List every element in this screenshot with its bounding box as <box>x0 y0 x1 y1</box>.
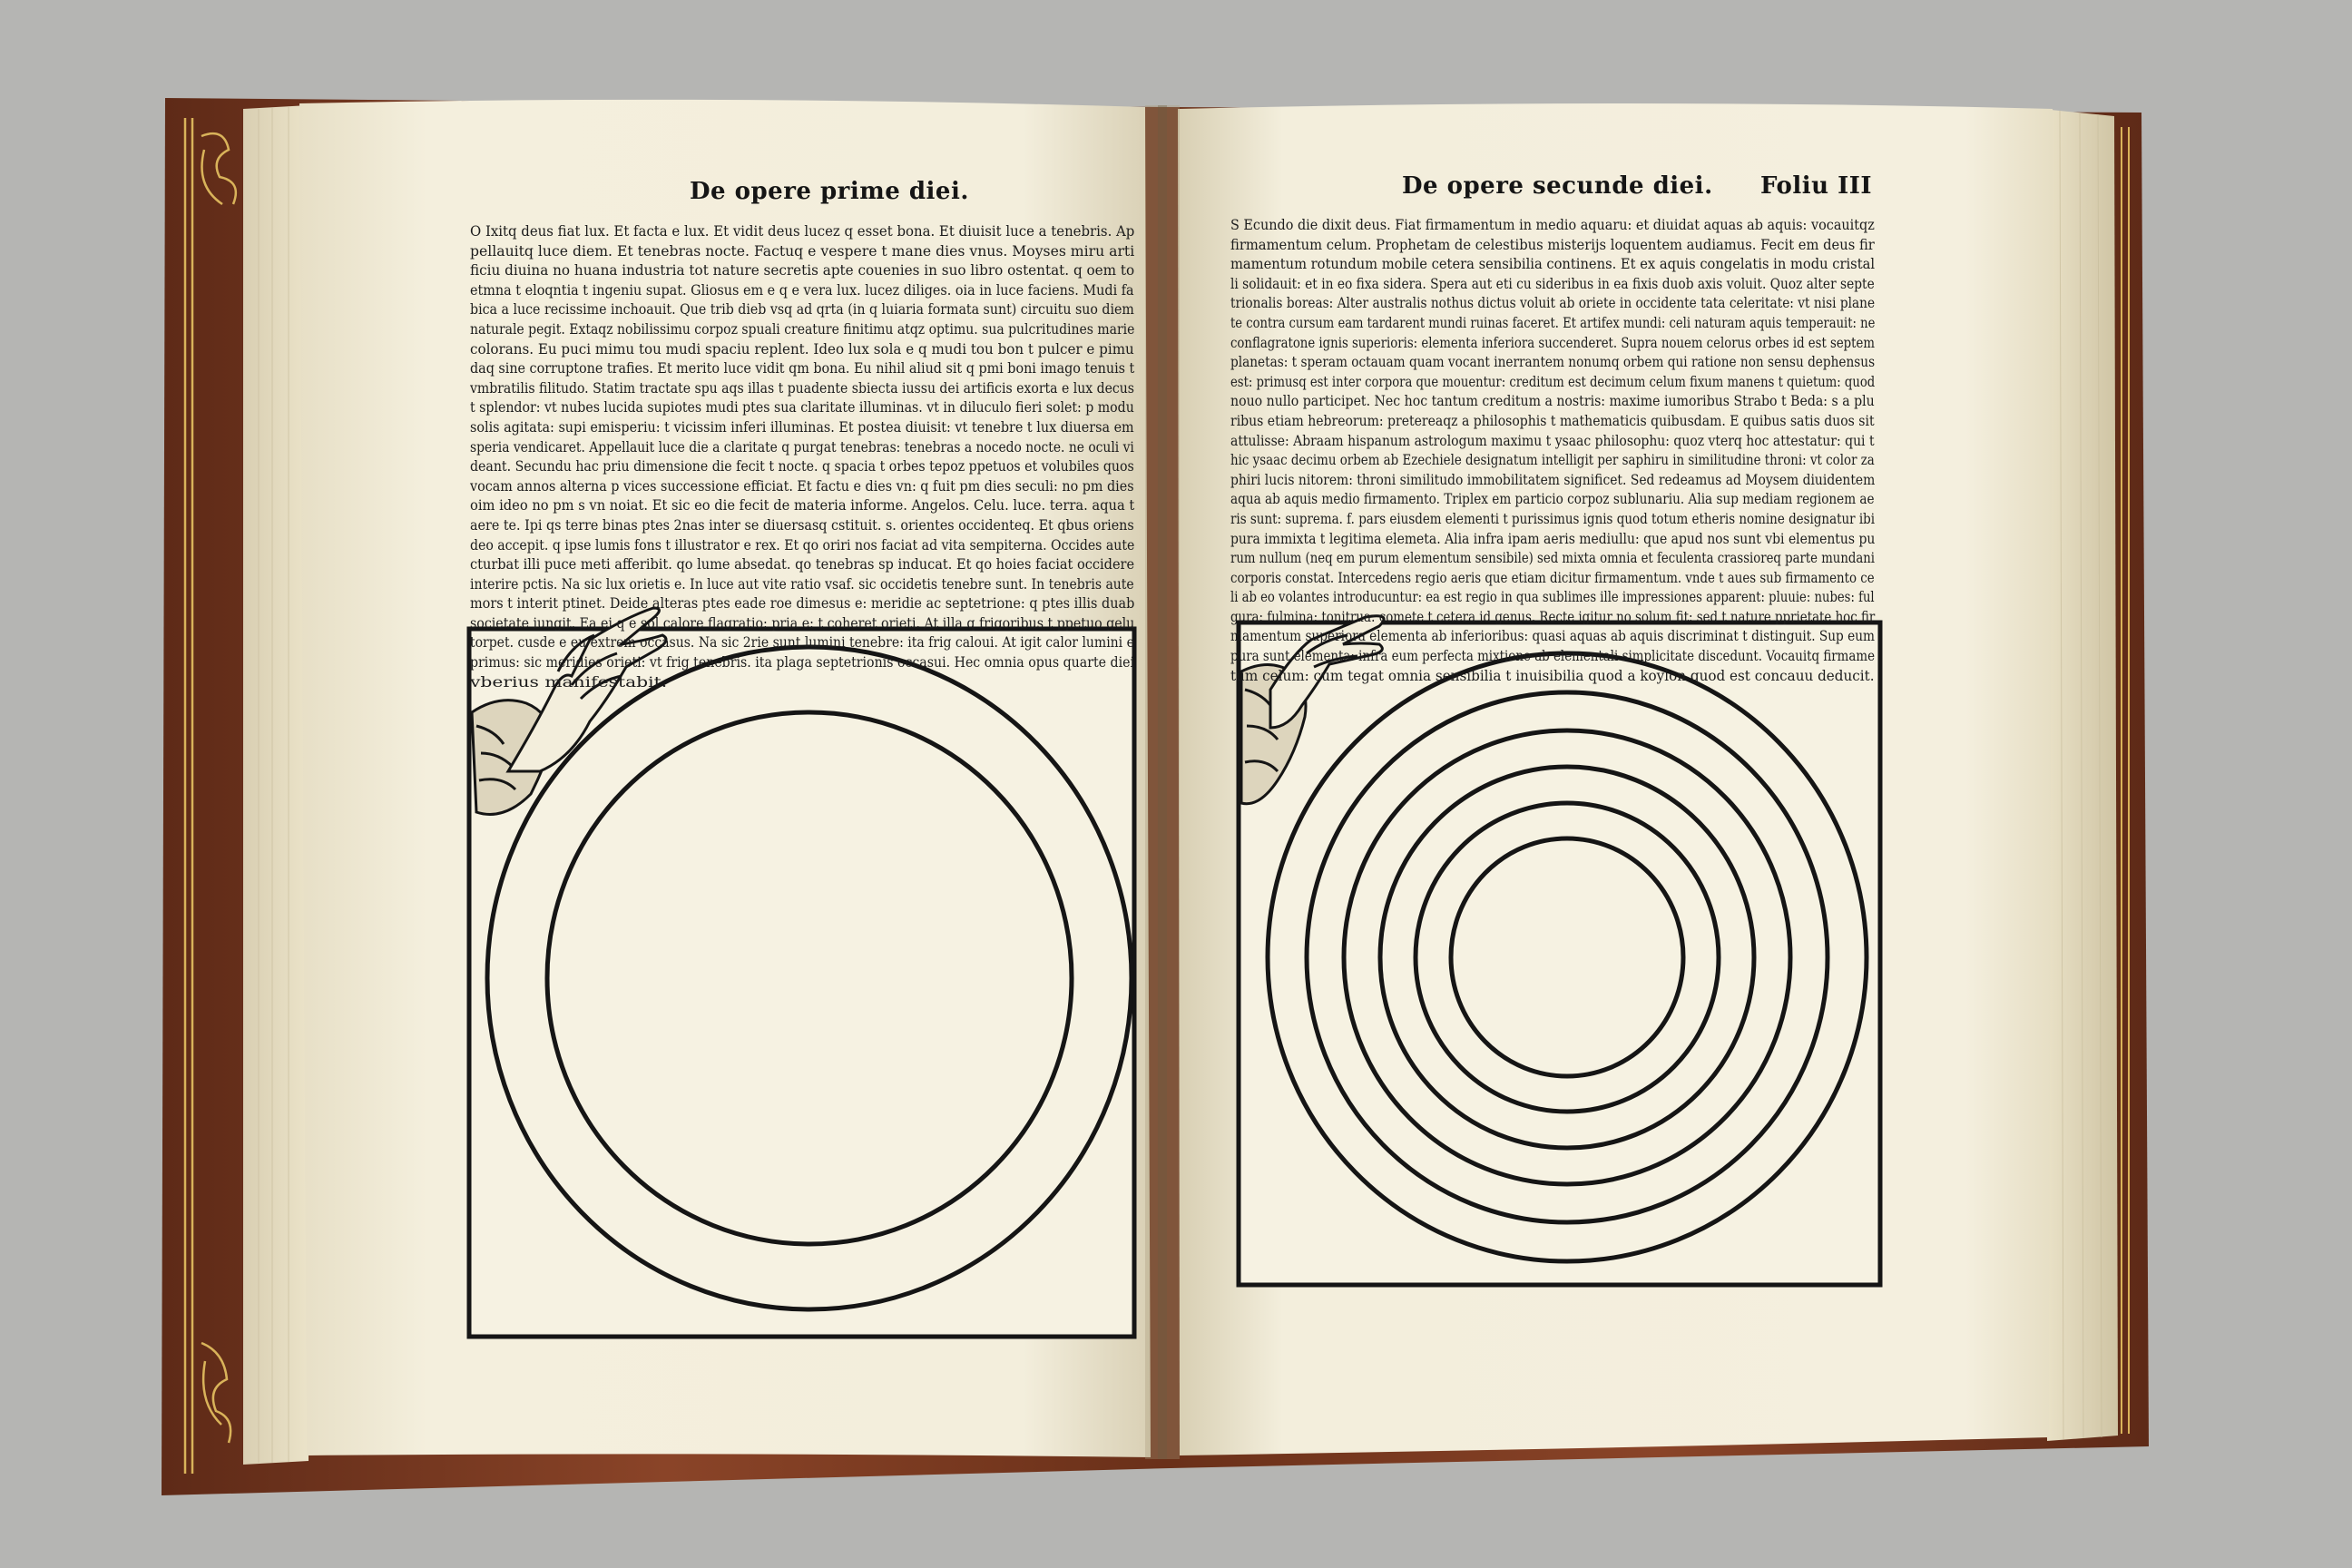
text-line: pura sunt elementa: infra eum perfecta mixtione ab elementali simplicitate discedunt. Vocauitq firmame <box>1230 647 1875 665</box>
text-line: interire pctis. Na sic lux orietis e. In luce aut vite ratio vsaf. sic occidetis tenebre sunt. In tenebris aute <box>470 574 1134 593</box>
text-line: naturale pegit. Extaqz nobilissimu corpoz spuali creature finitimu atqz optimu. sua pulcritudines marie <box>470 319 1135 338</box>
text-line: deant. Secundu hac priu dimensione die fecit t nocte. q spacia t orbes tepoz ppetuos et volubiles quos <box>470 457 1134 475</box>
text-line: pellauitq luce diem. Et tenebras nocte. Factuq e vespere t mane dies vnus. Moyses miru arti <box>470 241 1135 260</box>
text-line: planetas: t speram octauam quam vocant inerrantem nonumq orbem qui ratione non sensu dephensus <box>1230 353 1876 371</box>
text-line: vocam annos alterna p vices successione efficiat. Et factu e dies vn: q fuit pm dies seculi: no pm dies <box>470 476 1134 495</box>
text-line: hic ysaac decimu orbem ab Ezechiele designatum intelligit per saphiru in similitudine throni: vt color za <box>1230 451 1875 469</box>
text-line: bica a luce recissime inchoauit. Que trib dieb vsq ad qrta (in q luiaria formata sunt) circuitu suo diem <box>470 300 1134 318</box>
text-line: deo accepit. q ipse lumis fons t illustrator e rex. Et qo oriri nos faciat ad vita sempiterna. Occides aute <box>470 535 1135 554</box>
text-line: firmamentum celum. Prophetam de celestibus misterijs loquentem audiamus. Fecit em deus fir <box>1230 235 1875 253</box>
text-line: cturbat illi puce meti afferibit. qo lume absedat. qo tenebras sp inducat. Et qo hoies faciat occidere <box>470 555 1135 573</box>
text-line: O Ixitq deus fiat lux. Et facta e lux. Et vidit deus lucez q esset bona. Et diuisit luce a tenebris. Ap <box>470 222 1135 240</box>
text-line: oim ideo no pm s vn noiat. Et sic eo die fecit de materia informe. Angelos. Celu. luce. terra. aqua t <box>470 496 1135 514</box>
text-line: attulisse: Abraam hispanum astrologum maximu t ysaac philosophu: quoz vterq hoc attestatur: qui t <box>1230 431 1875 449</box>
text-line: primus: sic meridies orieti: vt frig tenebris. ita plaga septetrionis occasui. Hec omnia opus quarte diei <box>470 653 1134 671</box>
left-page-text-block <box>470 221 1135 691</box>
text-line: vmbratilis filitudo. Statim tractate spu aqs illas t puadente sbiecta iussu dei artificis exorta e lux decus <box>470 378 1134 397</box>
text-line: t splendor: vt nubes lucida supiotes mudi ptes sua claritate illuminas. vt in diluculo fieri solet: p modu <box>470 398 1134 416</box>
text-line: solis agitata: supi emisperiu: t vicissim inferi illuminas. Et postea diuisit: vt tenebre t lux diuersa em <box>470 417 1134 436</box>
text-line: te contra cursum eam tardarent mundi ruinas faceret. Et artifex mundi: celi naturam aquis temperauit: ne <box>1230 313 1876 331</box>
text-line: mamentum rotundum mobile cetera sensibilia continens. Et ex aquis congelatis in modu cristal <box>1230 255 1876 273</box>
text-line: S Ecundo die dixit deus. Fiat firmamentum in medio aquaru: et diuidat aquas ab aquis: vocauitqz <box>1230 216 1875 233</box>
text-line: li solidauit: et in eo fixa sidera. Spera aut eti cu sideribus in ea fixis duob axis voluit. Quoz alter septe <box>1230 274 1875 292</box>
text-line: pura immixta t legitima elemeta. Alia infra ipam aeris mediullu: que apud nos sunt vbi elementus pu <box>1230 529 1876 547</box>
text-line: societate iungit. Ea ei q e sol calore flagratio: pria e: t coheret orieti. At illa q frigoribus t ppetuo gelu <box>470 613 1135 632</box>
text-line: phiri lucis nitorem: throni similitudo immobilitatem significet. Sed redeamus ad Moysem diuidentem <box>1230 470 1876 488</box>
text-line: torpet. cusde e eu extrem occasus. Na sic 2rie sunt lumini tenebre: ita frig caloui. At igit calor lumini e <box>470 633 1134 652</box>
text-line: trionalis boreas: Alter australis nothus dictus voluit ab oriete in occidente tata celeritate: vt nisi plane <box>1230 294 1876 312</box>
text-line: ficiu diuina no huana industria tot nature secretis apte couenies in suo libro ostentat. q oem to <box>470 261 1135 279</box>
text-line: tum celum: cum tegat omnia sensibilia t inuisibilia quod a koylon quod est concauu deducit. <box>1230 666 1875 684</box>
folio-number: Foliu III <box>1760 172 1873 200</box>
text-line: colorans. Eu puci mimu tou mudi spaciu replent. Ideo lux sola e q mudi tou bon t pulcer e pimu <box>470 339 1134 358</box>
text-line: aqua ab aquis medio firmamento. Triplex em particio corpoz sublunariu. Alia sup mediam regionem ae <box>1230 490 1875 508</box>
right-page-edges <box>2042 109 2118 1441</box>
text-line: aere te. Ipi qs terre binas ptes 2nas inter se diuersasq cstituit. s. orientes occidenteq. Et qbus oriens <box>470 515 1134 534</box>
text-line: daq sine corruptone trafies. Et merito luce vidit qm bona. Eu nihil aliud sit q pmi boni imago tenuis t <box>470 359 1135 377</box>
text-line: ribus etiam hebreorum: pretereaqz a philosophis t mathematicis quibusdam. E quibus satis duos sit <box>1230 411 1875 429</box>
text-line: nouo nullo participet. Nec hoc tantum creditum a nostris: maxime iumoribus Strabo t Beda: s a plu <box>1230 392 1875 410</box>
text-line: etmna t eloqntia t ingeniu supat. Gliosus em e q e vera lux. lucez diliges. oia in luce faciens. Mudi fa <box>470 280 1134 299</box>
text-line: est: primusq est inter corpora que mouentur: creditum est decimum celum fixum manens t quietum: quod <box>1230 372 1876 390</box>
text-line: rum nullum (neq em purum elementum sensibile) sed mixta omnia et feculenta crassioreq parte mundani <box>1230 549 1876 567</box>
text-line: conflagratone ignis superioris: elementa inferiora succenderet. Supra nouem celorus orbes id est septem <box>1230 333 1875 351</box>
text-line: gura: fulmina: tonitrua: comete t cetera id genus. Recte igitur no solum fit: sed t nature pprietate hoc fir <box>1230 607 1876 625</box>
text-line: corporis constat. Intercedens regio aeris que etiam dicitur firmamentum. vnde t aues sub firmamento ce <box>1230 568 1875 586</box>
right-page-header: De opere secunde diei. <box>1402 172 1713 200</box>
left-page-header: De opere prime diei. <box>690 178 969 205</box>
text-line: speria vendicaret. Appellauit luce die a claritate q purgat tenebras: tenebras a nocedo nocte. ne oculi vi <box>470 437 1134 456</box>
text-line: mamentum superiora elementa ab inferioribus: quasi aquas ab aquis discriminat t distinguit. Sup eum <box>1230 627 1875 645</box>
text-line: li ab eo volantes introducuntur: ea est regio in qua sublimes ille impressiones apparent: pluuie: nubes: ful <box>1230 588 1875 606</box>
text-line: ris sunt: suprema. f. pars eiusdem elementi t purissimus ignis quod totum etheris nomine designatur ibi <box>1230 509 1876 527</box>
left-page-edges <box>243 105 309 1465</box>
right-page-text-block <box>1230 215 1876 684</box>
text-line: mors t interit ptinet. Deide alteras ptes eade roe dimesus e: meridie ac septetrione: q ptes illis duab <box>470 594 1135 612</box>
text-line: vberius manifestabit. <box>470 672 668 691</box>
